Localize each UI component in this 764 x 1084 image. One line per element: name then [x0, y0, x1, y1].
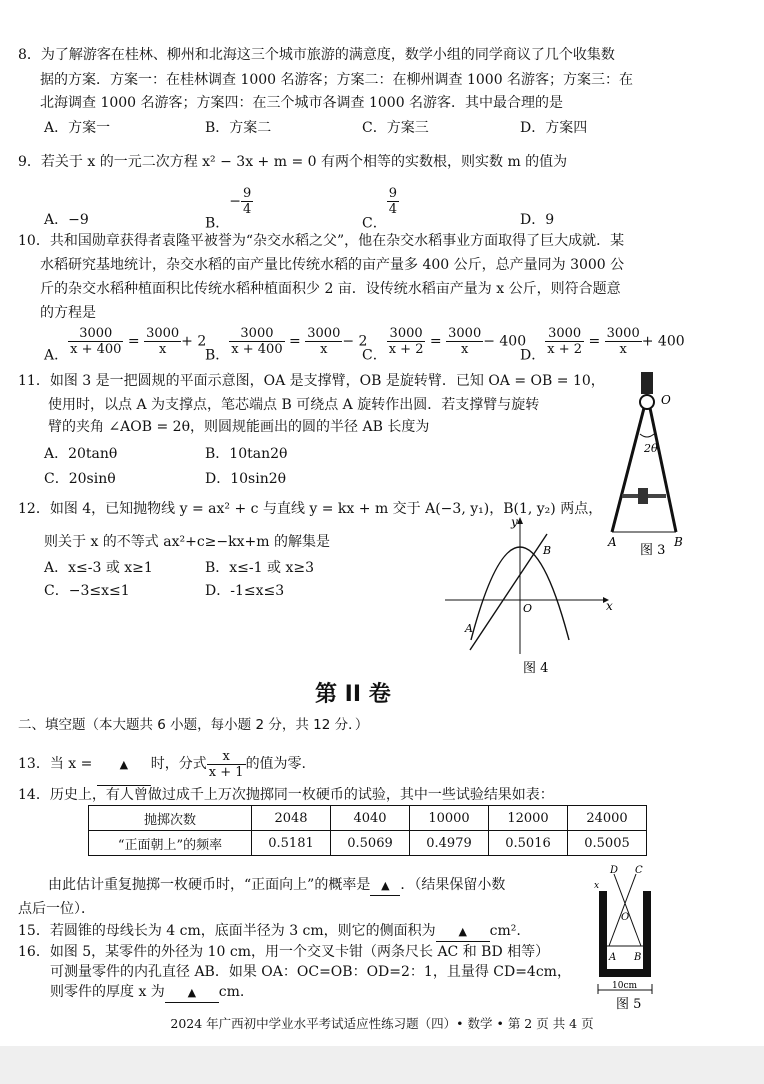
q10-option-d: D． $\frac{3000}{x + 2}$ = $\frac{3000}{x}$ + 400 — [520, 326, 685, 364]
q10-c-n2: 3000 — [448, 326, 482, 341]
q10-b-n1: 3000 — [229, 326, 284, 342]
q14-after-line-1 — [48, 876, 505, 896]
q11-line-3: 臂的夹角 ∠AOB = 2θ，则圆规能画出的圆的半径 AB 长度为 — [48, 419, 430, 435]
compass-hinge — [640, 395, 654, 409]
angle-arc — [640, 434, 654, 437]
q14-after-prefix: 由此估计重复抛掷一枚硬币时，“正面向上”的概率是 — [48, 877, 371, 893]
q8-line-3: 北海调查 1000 名游客；方案四：在三个城市各调查 1000 名游客．其中最合理的是 — [40, 95, 564, 111]
q14-cell: 0.5181 — [252, 831, 331, 856]
fig4-label-a: A — [465, 622, 473, 635]
fig3-label-a: A — [608, 535, 617, 549]
q12-option-d: D．-1≤x≤3 — [205, 583, 285, 599]
q16-answer-blank[interactable] — [165, 984, 219, 1003]
q14-cell: 12000 — [489, 806, 568, 831]
q16-line-1: 16．如图 5，某零件的外径为 10 cm，用一个交叉卡钳（两条尺长 AC 和 BD 相等） — [18, 944, 550, 960]
q16-mark: ▲ — [187, 986, 197, 999]
q9-option-b-label: B． — [205, 215, 230, 232]
q10-d-label: D． — [520, 347, 546, 364]
q10-a-frac-1 — [68, 326, 123, 357]
q14-after-line-2: 点后一位）． — [18, 901, 95, 917]
q14-stem: 14．历史上，有人曾做过成千上万次抛掷同一枚硬币的试验，其中一些试验结果如表： — [18, 787, 554, 803]
q10-c-frac-1 — [387, 326, 426, 357]
q10-line-4: 的方程是 — [40, 305, 96, 321]
compass-rotating-arm — [650, 408, 676, 532]
fig5-bottom-wall — [600, 970, 650, 976]
q15-suffix: cm². — [489, 923, 521, 939]
q12-line-1: 12．如图 4，已知抛物线 y = ax² + c 与直线 y = kx + m 交于 A(−3, y₁)，B(1, y₂) 两点， — [18, 501, 603, 517]
q9-c-denominator: 4 — [388, 202, 397, 217]
q13-numerator: x — [207, 749, 246, 765]
section-title: 第 II 卷 — [315, 682, 391, 707]
q14-cell: 10000 — [410, 806, 489, 831]
q9-option-b-fraction — [241, 186, 253, 217]
q10-d-d1: x + 2 — [547, 342, 582, 357]
q10-option-a: A． $\frac{3000}{x + 400}$ = $\frac{3000}{x}$ + 2 — [44, 326, 207, 364]
fig3-label-b: B — [674, 535, 683, 549]
q10-d-n1: 3000 — [545, 326, 584, 342]
q10-c-d1: x + 2 — [388, 342, 424, 357]
compass-knob — [638, 488, 648, 504]
q11-line-1: 11．如图 3 是一把圆规的平面示意图，OA 是支撑臂，OB 是旋转臂．已知 OA = OB = 10， — [18, 373, 605, 389]
q10-c-n1: 3000 — [387, 326, 426, 342]
q9-option-a: A．−9 — [44, 212, 89, 228]
q15-answer-blank[interactable] — [436, 923, 490, 942]
q8-option-a: A．方案一 — [44, 120, 111, 136]
q12-option-a: A．x≤-3 或 x≥1 — [44, 560, 153, 576]
q15 — [18, 922, 521, 942]
fig4-y-arrow — [517, 517, 523, 524]
q10-c-tail: − 400 — [483, 333, 527, 350]
compass-support-arm — [612, 408, 644, 532]
q13-denominator: x + 1 — [208, 764, 244, 780]
q8-option-c: C．方案三 — [362, 120, 429, 136]
q10-d-frac-1 — [545, 326, 584, 357]
q10-c-frac-2 — [446, 326, 483, 357]
q9-option-c-label: C． — [362, 215, 387, 232]
q13-fraction — [207, 749, 246, 780]
q9-stem: 9．若关于 x 的一元二次方程 x² − 3x + m = 0 有两个相等的实数根，则实数 m 的值为 — [18, 154, 568, 170]
q10-a-d2: x — [158, 342, 167, 357]
q13-answer-blank[interactable] — [97, 745, 151, 786]
q10-b-tail: − 2 — [342, 333, 368, 350]
page-footer: 2024 年广西初中学业水平考试适应性练习题（四）• 数学 • 第 2 页 共 4 页 — [170, 1016, 594, 1031]
q10-line-1: 10．共和国勋章获得者袁隆平被誉为“杂交水稻之父”，他在杂交水稻事业方面取得了巨大成就．某 — [18, 233, 625, 249]
q14-mark: ▲ — [381, 879, 390, 892]
fig4-label-x: x — [606, 599, 613, 613]
q13 — [18, 744, 306, 786]
fig3-caption: 图 3 — [640, 543, 666, 558]
figure-3-compass — [600, 370, 700, 560]
q10-b-frac-2 — [305, 326, 342, 357]
q10-a-d1: x + 400 — [70, 342, 122, 357]
q14-row2-header: “正面朝上”的频率 — [89, 831, 252, 856]
q11-line-2: 使用时，以点 A 为支撑点，笔芯端点 B 可绕点 A 旋转作出圆．若支撑臂与旋转 — [48, 397, 540, 413]
q13-prefix: 13．当 x = — [18, 756, 93, 772]
q8-line-1: 8．为了解游客在桂林、柳州和北海这三个城市旅游的满意度，数学小组的同学商议了几个收集数 — [18, 47, 615, 63]
q10-a-frac-2 — [144, 326, 181, 357]
q9-b-denominator: 4 — [243, 202, 252, 217]
q12-option-c: C．−3≤x≤1 — [44, 583, 130, 599]
q9-option-d: D．9 — [520, 212, 555, 228]
q14-row1-header: 抛掷次数 — [89, 806, 252, 831]
q14-cell: 4040 — [331, 806, 410, 831]
q13-suffix: 的值为零. — [245, 756, 307, 772]
q14-cell: 2048 — [252, 806, 331, 831]
q10-a-tail: + 2 — [181, 333, 207, 350]
q9-b-numerator: 9 — [243, 186, 252, 201]
q10-a-n1: 3000 — [68, 326, 123, 342]
q9-c-numerator: 9 — [388, 186, 397, 201]
q9-option-c-fraction — [387, 186, 399, 217]
part2-heading: 二、填空题（本大题共 6 小题，每小题 2 分，共 12 分．） — [18, 717, 369, 733]
fig5-arm-bd — [614, 874, 641, 946]
q14-cell: 24000 — [568, 806, 647, 831]
q14-cell: 0.4979 — [410, 831, 489, 856]
fig5-label-b: B — [634, 952, 642, 963]
q10-a-label: A． — [44, 347, 69, 364]
figure-4-parabola — [445, 512, 615, 678]
q16-line3-suffix: cm. — [218, 984, 245, 1000]
fig4-caption: 图 4 — [523, 661, 549, 676]
q10-d-tail: + 400 — [641, 333, 685, 350]
q14-answer-blank[interactable] — [370, 877, 400, 896]
fig3-label-o: O — [661, 393, 671, 407]
q15-mark: ▲ — [458, 925, 467, 938]
q10-b-n2: 3000 — [307, 326, 341, 341]
q10-d-n2: 3000 — [606, 326, 640, 341]
q11-option-d: D．10sin2θ — [205, 471, 287, 487]
q9-option-b-sign: − — [229, 193, 242, 210]
fig5-label-d: D — [610, 865, 619, 876]
q10-b-d1: x + 400 — [231, 342, 283, 357]
q13-mark: ▲ — [119, 758, 129, 771]
fig5-left-wall — [600, 892, 606, 976]
table-row — [89, 831, 647, 856]
q10-a-n2: 3000 — [146, 326, 180, 341]
q10-option-b: B． $\frac{3000}{x + 400}$ = $\frac{3000}{x}$ − 2 — [205, 326, 368, 364]
q12-line-2: 则关于 x 的不等式 ax²+c≥−kx+m 的解集是 — [44, 534, 330, 550]
fig4-label-b: B — [543, 544, 552, 557]
q14-after-suffix: ．（结果保留小数 — [400, 877, 506, 893]
q15-prefix: 15．若圆锥的母线长为 4 cm，底面半径为 3 cm，则它的侧面积为 — [18, 923, 436, 939]
q14-cell: 0.5069 — [331, 831, 410, 856]
fig5-label-x: x — [594, 881, 600, 891]
q8-option-b: B．方案二 — [205, 120, 272, 136]
q16-line3-prefix: 则零件的厚度 x 为 — [50, 984, 165, 1000]
q8-line-2: 据的方案．方案一：在桂林调查 1000 名游客；方案二：在柳州调查 1000 名游客；方案三：在 — [40, 72, 634, 88]
bottom-margin-band — [0, 1046, 764, 1084]
q16-line-2: 可测量零件的内孔直径 AB．如果 OA：OC=OB：OD=2：1，且量得 CD=4cm， — [50, 964, 571, 980]
fig5-right-wall — [644, 892, 650, 976]
fig4-label-o: O — [523, 602, 533, 615]
q10-c-label: C． — [362, 347, 387, 364]
q10-b-frac-1 — [229, 326, 284, 357]
fig4-label-y: y — [511, 515, 518, 529]
q11-option-c: C．20sinθ — [44, 471, 116, 487]
q9-option-b — [205, 186, 253, 233]
figure-5-caliper — [590, 864, 670, 1014]
fig5-caption: 图 5 — [616, 997, 642, 1012]
q14-frequency-table — [88, 805, 647, 856]
q8-option-d: D．方案四 — [520, 120, 588, 136]
q14-cell: 0.5005 — [568, 831, 647, 856]
q9-option-c — [362, 186, 399, 233]
q11-option-a: A．20tanθ — [44, 446, 118, 462]
fig5-label-o: O — [621, 912, 630, 923]
table-row — [89, 806, 647, 831]
q10-option-c: C． $\frac{3000}{x + 2}$ = $\frac{3000}{x}$ − 400 — [362, 326, 527, 364]
q16-line-3 — [50, 983, 244, 1003]
compass-handle — [641, 372, 653, 394]
q11-option-b: B．10tan2θ — [205, 446, 288, 462]
q10-b-label: B． — [205, 347, 230, 364]
q13-middle: 时，分式 — [150, 756, 207, 772]
q10-d-frac-2 — [605, 326, 642, 357]
q10-d-d2: x — [619, 342, 627, 357]
q12-option-b: B．x≤-1 或 x≥3 — [205, 560, 314, 576]
q14-cell: 0.5016 — [489, 831, 568, 856]
fig5-label-width: 10cm — [612, 981, 638, 991]
fig3-label-angle: 2θ — [644, 442, 658, 455]
q10-c-d2: x — [461, 342, 469, 357]
q10-line-2: 水稻研究基地统计，杂交水稻的亩产量比传统水稻的亩产量多 400 公斤，总产量同为 3000 公 — [40, 257, 625, 273]
fig5-label-c: C — [635, 865, 643, 876]
fig5-arm-ac — [609, 874, 636, 946]
q10-b-d2: x — [320, 342, 328, 357]
fig5-label-a: A — [609, 952, 617, 963]
q10-line-3: 斤的杂交水稻种植面积比传统水稻种植面积少 2 亩．设传统水稻亩产量为 x 公斤，则符合题意 — [40, 281, 621, 297]
